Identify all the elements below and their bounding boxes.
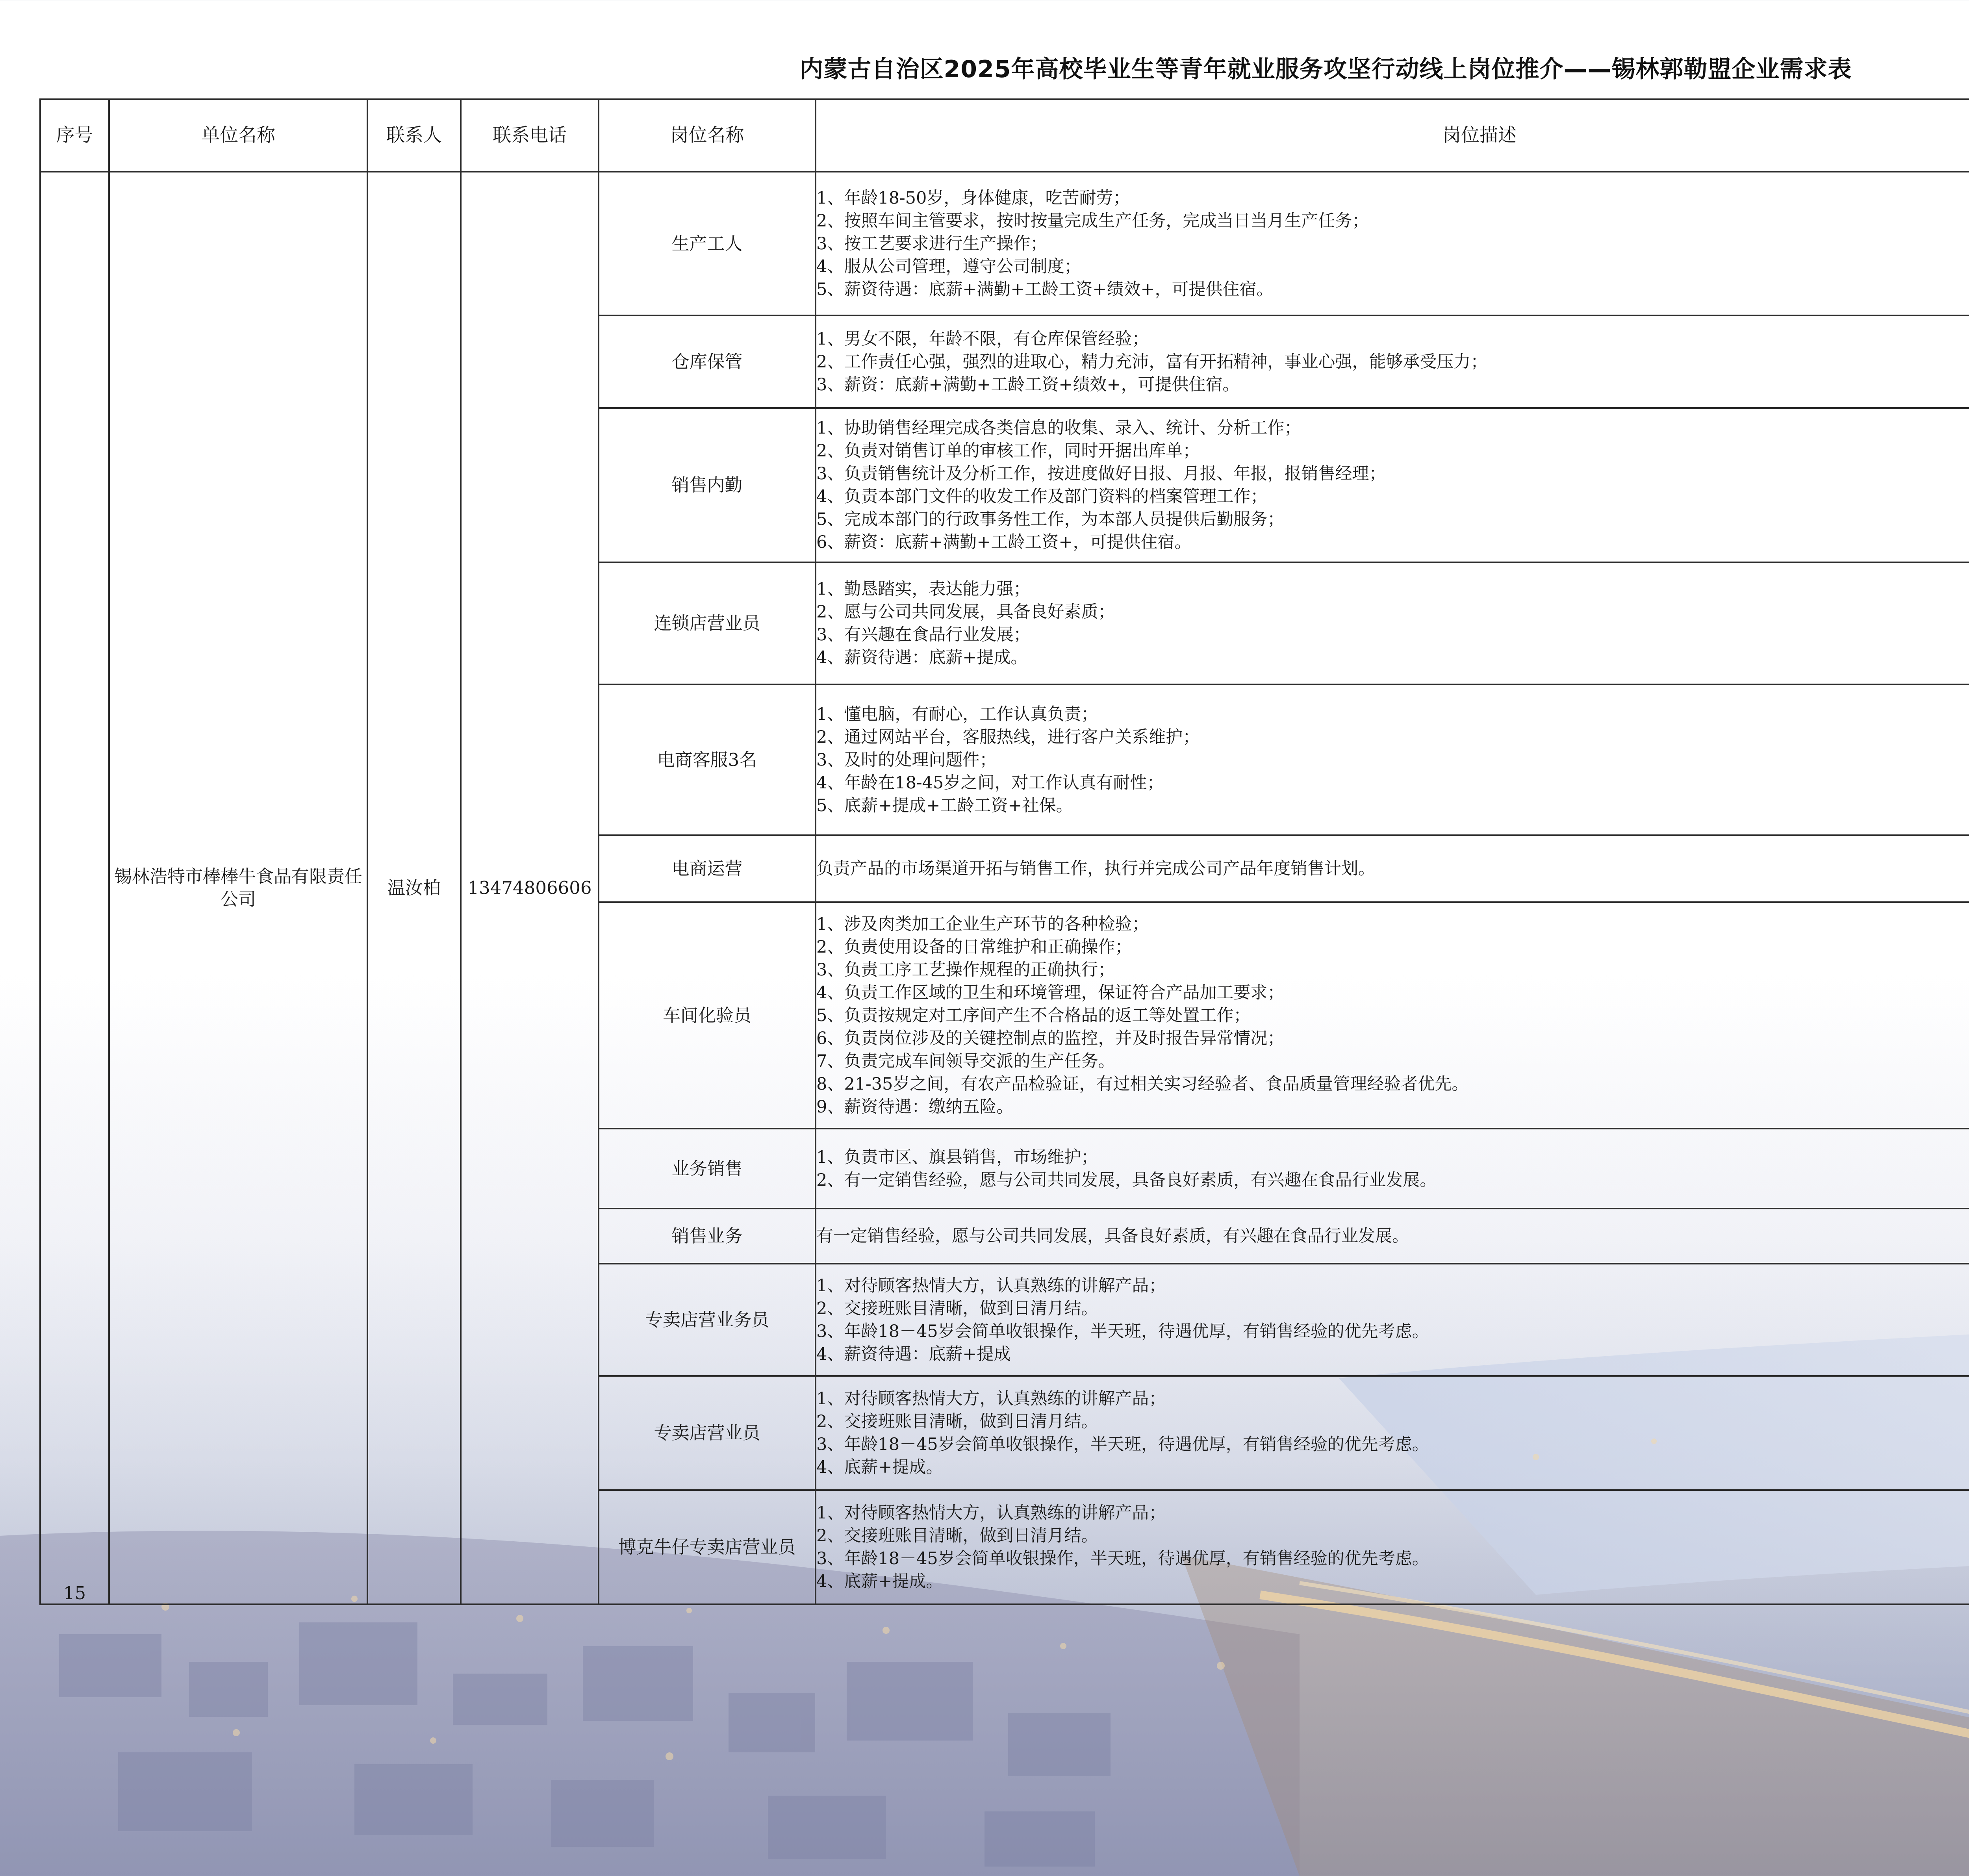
description-line: 4、负责本部门文件的收发工作及部门资料的档案管理工作； — [816, 487, 1268, 506]
description-line: 1、男女不限，年龄不限，有仓库保管经验； — [816, 329, 1149, 349]
post-description-cell — [816, 1376, 1969, 1490]
post-name-cell: 连锁店营业员 — [599, 562, 816, 684]
description-line: 1、懂电脑，有耐心，工作认真负责； — [816, 704, 1098, 724]
description-line: 5、薪资待遇：底薪+满勤+工龄工资+绩效+，可提供住宿。 — [816, 279, 1274, 299]
post-description-cell — [816, 1490, 1969, 1604]
recruitment-table-container — [39, 98, 1969, 1605]
post-name-cell: 电商运营 — [599, 835, 816, 902]
description-line: 3、负责销售统计及分析工作，按进度做好日报、月报、年报，报销售经理； — [816, 464, 1386, 484]
description-line: 1、涉及肉类加工企业生产环节的各种检验； — [816, 914, 1149, 934]
description-line: 2、有一定销售经验，愿与公司共同发展，具备良好素质，有兴趣在食品行业发展。 — [816, 1170, 1437, 1190]
description-line: 1、勤恳踏实，表达能力强； — [816, 579, 1031, 599]
description-line: 4、服从公司管理，遵守公司制度； — [816, 256, 1081, 276]
description-line: 6、薪资：底薪+满勤+工龄工资+，可提供住宿。 — [816, 532, 1192, 552]
description-line: 3、年龄18－45岁会简单收银操作，半天班，待遇优厚，有销售经验的优先考虑。 — [816, 1549, 1429, 1568]
page-title: 内蒙古自治区2025年高校毕业生等青年就业服务攻坚行动线上岗位推介——锡林郭勒盟企业需求表 — [799, 56, 1852, 83]
description-line: 3、按工艺要求进行生产操作； — [816, 234, 1048, 254]
description-line: 3、负责工序工艺操作规程的正确执行； — [816, 960, 1115, 980]
description-line: 3、薪资：底薪+满勤+工龄工资+绩效+，可提供住宿。 — [816, 374, 1240, 395]
header-post-description: 岗位描述 — [816, 99, 1969, 172]
description-line: 4、底薪+提成。 — [816, 1572, 943, 1591]
header-seq: 序号 — [40, 99, 109, 172]
post-description-cell — [816, 562, 1969, 684]
post-name-cell: 专卖店营业务员 — [599, 1264, 816, 1376]
seq-number-cell: 15 — [40, 172, 109, 1604]
description-line: 1、对待顾客热情大方，认真熟练的讲解产品； — [816, 1389, 1166, 1409]
description-line: 2、交接班账目清晰，做到日清月结。 — [816, 1298, 1098, 1318]
description-line: 7、负责完成车间领导交派的生产任务。 — [816, 1051, 1115, 1071]
description-line: 5、完成本部门的行政事务性工作，为本部人员提供后勤服务； — [816, 510, 1285, 529]
description-line: 9、薪资待遇：缴纳五险。 — [816, 1097, 1014, 1117]
description-line: 1、对待顾客热情大方，认真熟练的讲解产品； — [816, 1275, 1166, 1296]
post-name-cell: 销售内勤 — [599, 408, 816, 562]
header-unit-name: 单位名称 — [109, 99, 367, 172]
description-line: 3、有兴趣在食品行业发展； — [816, 625, 1031, 645]
description-line: 5、负责按规定对工序间产生不合格品的返工等处置工作； — [816, 1005, 1251, 1025]
post-description-cell — [816, 315, 1969, 408]
post-name-cell: 业务销售 — [599, 1129, 816, 1209]
description-line: 1、协助销售经理完成各类信息的收集、录入、统计、分析工作； — [816, 418, 1302, 438]
contact-person-cell: 温汝柏 — [367, 172, 461, 1604]
post-name-cell: 博克牛仔专卖店营业员 — [599, 1490, 816, 1604]
description-line: 2、交接班账目清晰，做到日清月结。 — [816, 1412, 1098, 1431]
header-phone: 联系电话 — [461, 99, 599, 172]
table-header-row — [40, 99, 1969, 172]
description-line: 2、愿与公司共同发展，具备良好素质； — [816, 602, 1115, 622]
post-description-cell — [816, 684, 1969, 835]
post-name-cell: 生产工人 — [599, 172, 816, 315]
post-description-cell — [816, 835, 1969, 902]
description-line: 1、对待顾客热情大方，认真熟练的讲解产品； — [816, 1503, 1166, 1523]
table-row — [40, 172, 1969, 315]
description-line: 2、按照车间主管要求，按时按量完成生产任务，完成当日当月生产任务； — [816, 211, 1369, 231]
post-description-cell — [816, 1264, 1969, 1376]
description-line: 2、负责对销售订单的审核工作，同时开据出库单； — [816, 441, 1200, 461]
description-line: 4、薪资待遇：底薪+提成。 — [816, 648, 1028, 667]
post-name-cell: 电商客服3名 — [599, 684, 816, 835]
post-name-cell: 仓库保管 — [599, 315, 816, 408]
header-post-name: 岗位名称 — [599, 99, 816, 172]
company-name-cell: 锡林浩特市棒棒牛食品有限责任公司 — [109, 172, 367, 1604]
description-line: 1、年龄18-50岁，身体健康，吃苦耐劳； — [816, 188, 1130, 208]
description-line: 有一定销售经验，愿与公司共同发展，具备良好素质，有兴趣在食品行业发展。 — [816, 1226, 1409, 1246]
post-name-cell: 车间化验员 — [599, 902, 816, 1129]
description-line: 3、年龄18－45岁会简单收银操作，半天班，待遇优厚，有销售经验的优先考虑。 — [816, 1435, 1429, 1454]
post-name-cell: 专卖店营业员 — [599, 1376, 816, 1490]
description-line: 3、及时的处理问题件； — [816, 750, 997, 770]
post-name-cell: 销售业务 — [599, 1209, 816, 1264]
phone-number-cell: 13474806606 — [461, 172, 599, 1604]
description-line: 4、负责工作区域的卫生和环境管理，保证符合产品加工要求； — [816, 982, 1285, 1003]
header-contact: 联系人 — [367, 99, 461, 172]
post-description-cell — [816, 1209, 1969, 1264]
description-line: 负责产品的市场渠道开拓与销售工作，执行并完成公司产品年度销售计划。 — [816, 859, 1375, 879]
description-line: 2、工作责任心强，强烈的进取心，精力充沛，富有开拓精神，事业心强，能够承受压力； — [816, 352, 1488, 372]
post-description-cell — [816, 1129, 1969, 1209]
description-line: 2、通过网站平台，客服热线，进行客户关系维护； — [816, 727, 1200, 747]
description-line: 4、薪资待遇：底薪+提成 — [816, 1344, 1011, 1364]
description-line: 1、负责市区、旗县销售，市场维护； — [816, 1147, 1098, 1167]
description-line: 6、负责岗位涉及的关键控制点的监控，并及时报告异常情况； — [816, 1028, 1285, 1048]
post-description-cell — [816, 172, 1969, 315]
description-line: 4、年龄在18-45岁之间，对工作认真有耐性； — [816, 773, 1164, 793]
recruitment-table — [39, 98, 1969, 1605]
description-line: 2、交接班账目清晰，做到日清月结。 — [816, 1526, 1098, 1546]
description-line: 2、负责使用设备的日常维护和正确操作； — [816, 937, 1132, 957]
post-description-cell — [816, 902, 1969, 1129]
description-line: 3、年龄18－45岁会简单收银操作，半天班，待遇优厚，有销售经验的优先考虑。 — [816, 1321, 1429, 1341]
job-table-body — [40, 172, 1969, 1604]
post-description-cell — [816, 408, 1969, 562]
description-line: 5、底薪+提成+工龄工资+社保。 — [816, 795, 1073, 816]
description-line: 4、底薪+提成。 — [816, 1457, 943, 1477]
description-line: 8、21-35岁之间，有农产品检验证，有过相关实习经验者、食品质量管理经验者优先。 — [816, 1074, 1469, 1094]
